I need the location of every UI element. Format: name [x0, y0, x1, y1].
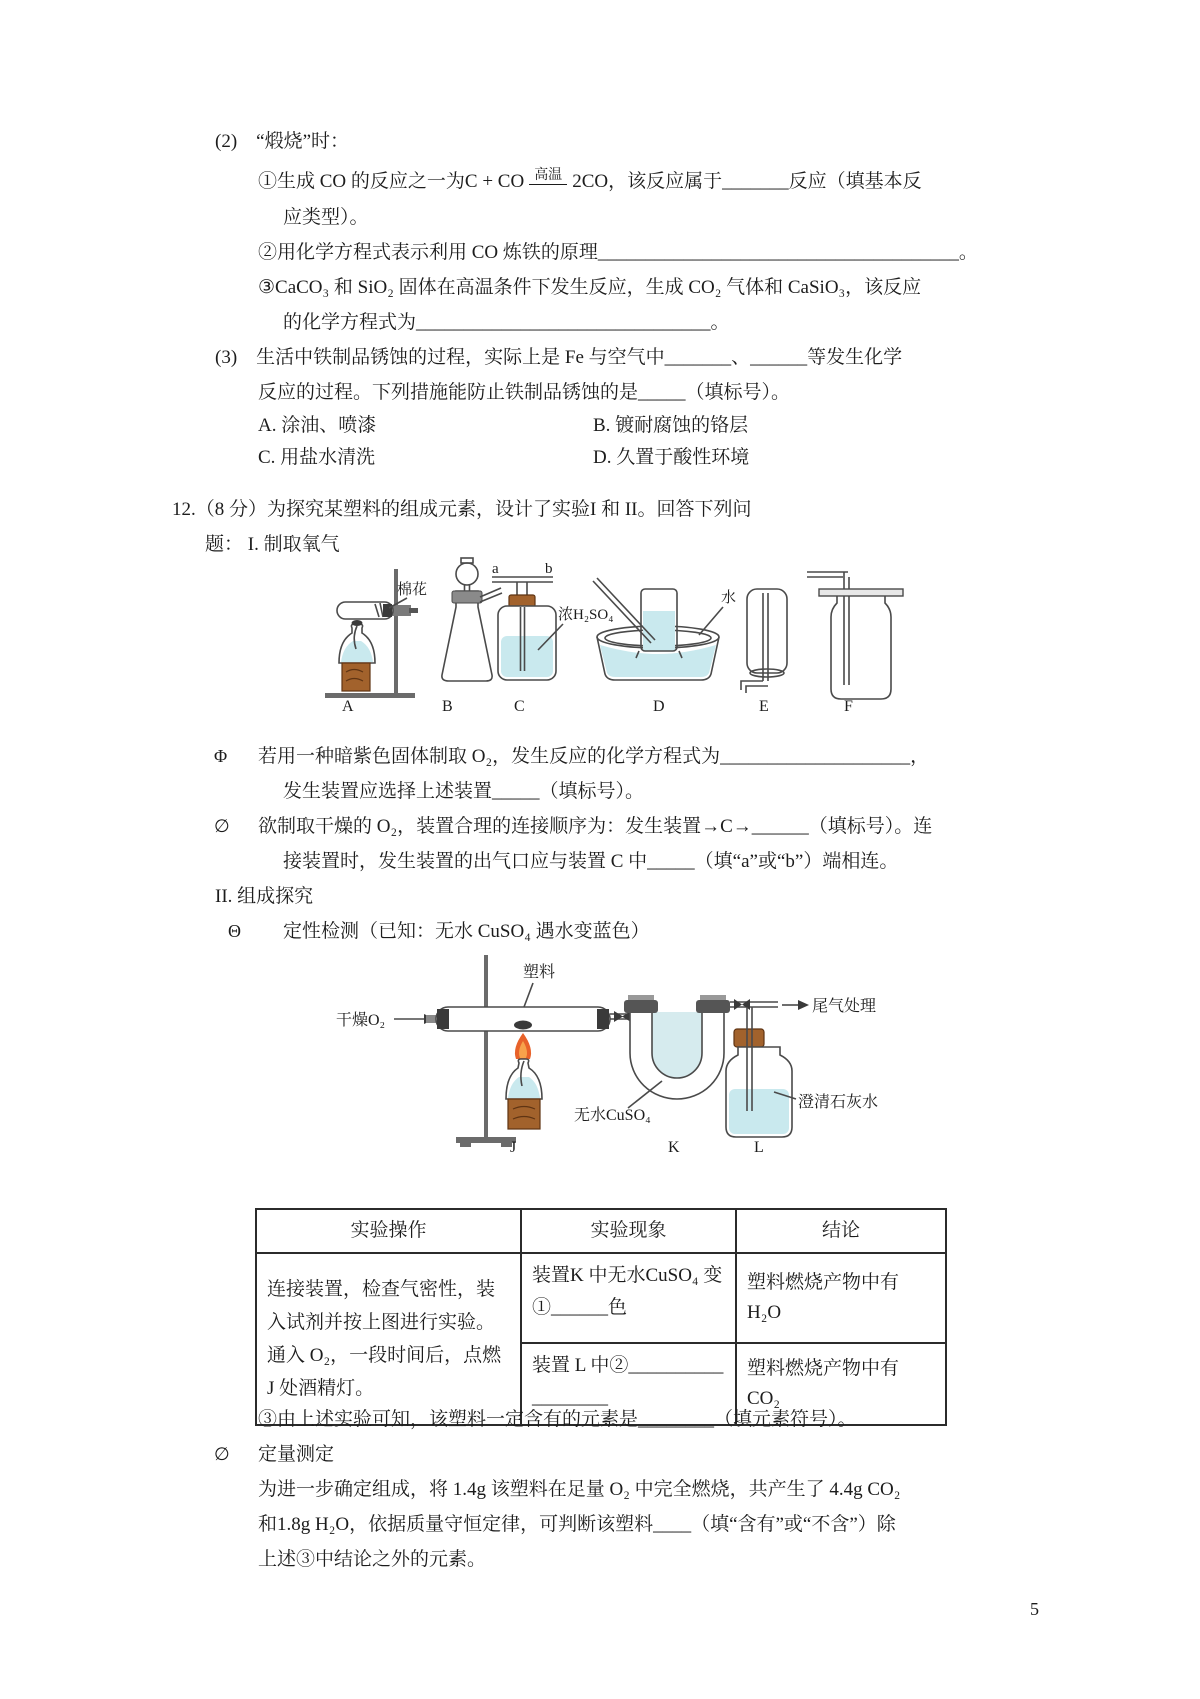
outlet-arrow [798, 1000, 809, 1010]
section-2-item-2: ②用化学方程式表示利用 CO 炼铁的原理______________________________________。 [258, 242, 978, 263]
table-header-row [256, 1209, 946, 1253]
cell-conclusion-2: 塑料燃烧产物中有 CO₂ [736, 1343, 946, 1425]
dry-oxygen-label: 干燥O₂ [336, 1012, 386, 1029]
cuso4-label: 无水CuSO₄ [574, 1107, 651, 1124]
apparatus-letter-f: F [844, 698, 853, 715]
apparatus-diagram-combustion-train [330, 945, 890, 1160]
quantitative-line-3: 上述③中结论之外的元素。 [258, 1549, 487, 1570]
item-4-marker: ∅ [214, 1444, 230, 1464]
item-1-marker: Φ [214, 746, 228, 766]
section-2-item-3-line-1: ③CaCO₃ 和 SiO₂ 固体在高温条件下发生反应，生成 CO₂ 气体和 CaSiO₃，该反应 [258, 277, 922, 298]
tail-gas-label: 尾气处理 [812, 998, 877, 1015]
header-operation: 实验操作 [256, 1209, 521, 1253]
apparatus-letter-j: J [510, 1139, 517, 1156]
port-a-label: a [492, 561, 499, 577]
quantitative-line-2: 和1.8g H₂O，依据质量守恒定律，可判断该塑料____（填“含有”或“不含”）除 [258, 1514, 896, 1535]
option-c: C. 用盐水清洗 [258, 447, 376, 468]
q12-item-2-line-1: 欲制取干燥的 O₂，装置合理的连接顺序为：发生装置→C→______（填标号）。连 [258, 816, 933, 837]
apparatus-a-test-tube-stand [325, 569, 427, 715]
cell-phenomenon-1: 装置K 中无水CuSO₄ 变①______色 [521, 1253, 736, 1343]
apparatus-letter-k: K [668, 1139, 680, 1156]
cell-operation: 连接装置，检查气密性，装入试剂并按上图进行实验。通入 O₂，一段时间后，点燃 J 处酒精灯。 [256, 1253, 521, 1425]
experiment-table [255, 1208, 947, 1426]
limewater-label: 澄清石灰水 [798, 1094, 879, 1111]
header-phenomenon: 实验现象 [521, 1209, 736, 1253]
q12-item-2-line-2: 接装置时，发生装置的出气口应与装置 C 中_____（填“a”或“b”）端相连。 [283, 851, 899, 872]
apparatus-j-combustion-tube [336, 955, 610, 1156]
item-2-marker: ∅ [214, 816, 230, 836]
section-2-heading: (2) “煅烧”时： [215, 131, 350, 152]
section-2-item-1-line-1 [258, 170, 922, 194]
q12-item-4-heading: 定量测定 [258, 1444, 335, 1465]
item-3-marker: Θ [228, 921, 241, 941]
cell-phenomenon-2: 装置 L 中②__________________ [521, 1343, 736, 1425]
section-3-line-2: 反应的过程。下列措施能防止铁制品锈蚀的是_____（填标号）。 [258, 382, 791, 403]
question-12-intro-line-2: 题： I. 制取氧气 [205, 534, 340, 555]
apparatus-d-water-trough [593, 578, 736, 715]
plastic-label: 塑料 [523, 964, 556, 981]
page-number: 5 [1030, 1599, 1039, 1619]
section-2-item-3-line-2: 的化学方程式为_______________________________。 [283, 312, 730, 333]
apparatus-letter-b: B [442, 698, 453, 715]
q12-item-3-text: 定性检测（已知：无水 CuSO₄ 遇水变蓝色） [283, 921, 650, 942]
water-label: 水 [721, 590, 737, 606]
section-2-item-1-line-2: 应类型）。 [283, 207, 369, 228]
equation-right: 2CO，该反应属于_______反应（填基本反 [572, 171, 922, 192]
option-d: D. 久置于酸性环境 [593, 447, 750, 468]
apparatus-e-inverted-bottle [741, 589, 787, 715]
question-12-intro-line-1: 12.（8 分）为探究某塑料的组成元素，设计了实验I 和 II。回答下列问 [172, 499, 752, 520]
wood-block [342, 663, 370, 691]
q12-item-1-line-1: 若用一种暗紫色固体制取 O₂，发生反应的化学方程式为____________________， [258, 746, 930, 767]
cell-conclusion-1: 塑料燃烧产物中有 H₂O [736, 1253, 946, 1343]
wood-block [508, 1099, 540, 1129]
apparatus-diagram-oxygen-preparation [295, 553, 910, 715]
table-row [256, 1253, 946, 1343]
acid-label: 浓H₂SO₄ [558, 607, 614, 623]
option-a: A. 涂油、喷漆 [258, 415, 377, 436]
plastic-sample [514, 1021, 532, 1030]
q12-item-1-line-2: 发生装置应选择上述装置_____（填标号）。 [283, 781, 645, 802]
apparatus-letter-e: E [759, 698, 769, 715]
apparatus-f-gas-bottle [807, 572, 903, 715]
quantitative-line-1: 为进一步确定组成，将 1.4g 该塑料在足量 O₂ 中完全燃烧，共产生了 4.4g CO₂ [258, 1479, 901, 1500]
apparatus-letter-d: D [653, 698, 665, 715]
cotton-label: 棉花 [397, 582, 428, 598]
apparatus-letter-c: C [514, 698, 525, 715]
part-2-heading: II. 组成探究 [215, 886, 314, 907]
apparatus-letter-a: A [342, 698, 354, 715]
apparatus-l-limewater-bottle [726, 997, 878, 1156]
apparatus-letter-l: L [754, 1139, 764, 1156]
section-3-line-1: (3) 生活中铁制品锈蚀的过程，实际上是 Fe 与空气中_______、______等发生化学 [215, 347, 903, 368]
q12-item-3-sub-3: ③由上述实验可知，该塑料一定含有的元素是________（填元素符号）。 [258, 1409, 857, 1430]
reaction-condition-overline: 高温 [529, 169, 567, 185]
equation-left: ①生成 CO 的反应之一为C + CO [258, 171, 525, 192]
option-b: B. 镀耐腐蚀的铬层 [593, 415, 749, 436]
port-b-label: b [545, 561, 553, 577]
header-conclusion: 结论 [736, 1209, 946, 1253]
